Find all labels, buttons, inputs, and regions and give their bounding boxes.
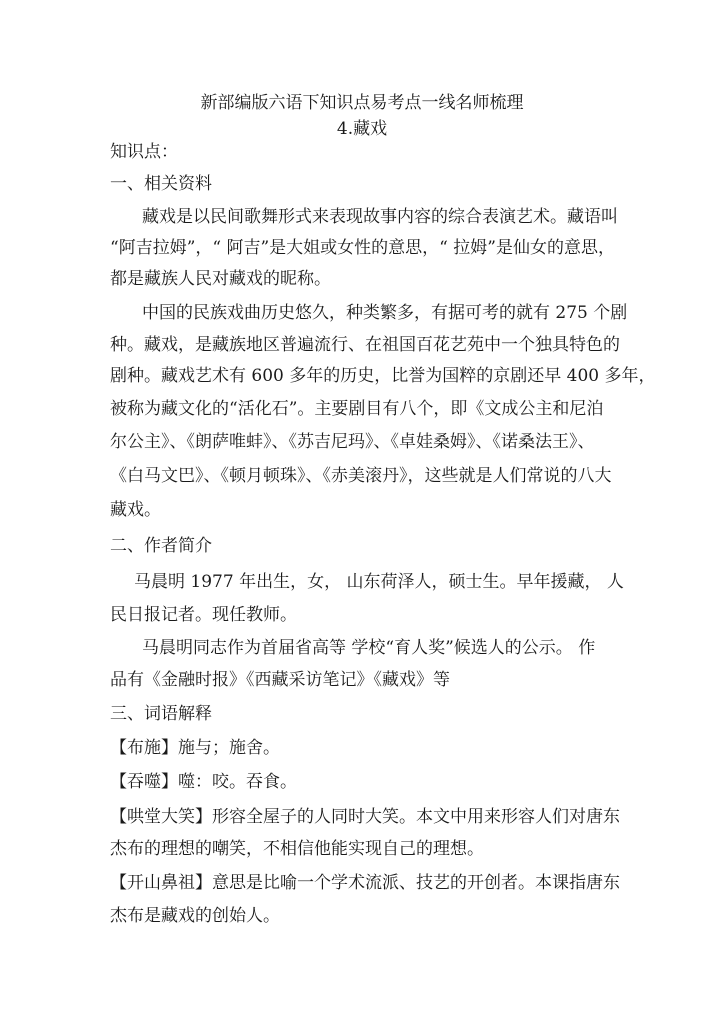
paragraph-line: 马晨明同志作为首届省高等 学校“育人奖”候选人的公示。 作 [142,638,596,658]
paragraph-line: “阿吉拉姆”，“ 阿吉”是大姐或女性的意思，“ 拉姆”是仙女的意思， [110,238,615,258]
section-heading-materials: 一、相关资料 [110,174,212,194]
knowledge-label: 知识点： [110,142,178,162]
paragraph-line: 品有《金融时报》《西藏采访笔记》《藏戏》等 [110,670,450,690]
vocab-entry: 【开山鼻祖】意思是比喻一个学术流派、技艺的开创者。本课指唐东 [110,873,620,893]
document-title: 新部编版六语下知识点易考点一线名师梳理 [200,93,524,113]
paragraph-line: 藏戏是以民间歌舞形式来表现故事内容的综合表演艺术。藏语叫 [142,207,618,227]
paragraph-line: 被称为藏文化的“活化石”。主要剧目有八个，即《文成公主和尼泊 [110,399,604,419]
paragraph-line: 剧种。藏戏艺术有 600 多年的历史，比誉为国粹的京剧还早 400 多年， [110,366,656,386]
paragraph-line: 《白马文巴》、《顿月顿珠》、《赤美滚丹》，这些就是人们常说的八大 [110,466,612,486]
paragraph-line: 马晨明 1977 年出生，女， 山东荷泽人，硕士生。早年援藏， 人 [134,572,624,592]
paragraph-line: 中国的民族戏曲历史悠久，种类繁多，有据可考的就有 275 个剧 [142,303,628,323]
vocab-entry: 【哄堂大笑】形容全屋子的人同时大笑。本文中用来形容人们对唐东 [110,807,620,827]
paragraph-line: 种。藏戏，是藏族地区普遍流行、在祖国百花艺苑中一个独具特色的 [110,335,620,355]
vocab-entry-continued: 杰布的理想的嘲笑，不相信他能实现自己的理想。 [110,839,484,859]
vocab-entry: 【吞噬】噬：咬。吞食。 [110,772,297,792]
lesson-subtitle: 4.藏戏 [336,119,388,139]
paragraph-line: 民日报记者。现任教师。 [110,605,297,625]
vocab-entry: 【布施】施与；施舍。 [110,738,280,758]
section-heading-author: 二、作者简介 [110,536,212,556]
vocab-entry-continued: 杰布是藏戏的创始人。 [110,906,280,926]
paragraph-line: 都是藏族人民对藏戏的昵称。 [110,269,331,289]
paragraph-line: 尔公主》、《朗萨唯蚌》、《苏吉尼玛》、《卓娃桑姆》、《诺桑法王》、 [110,432,595,452]
section-heading-vocabulary: 三、词语解释 [110,704,212,724]
paragraph-line: 藏戏。 [110,500,161,520]
